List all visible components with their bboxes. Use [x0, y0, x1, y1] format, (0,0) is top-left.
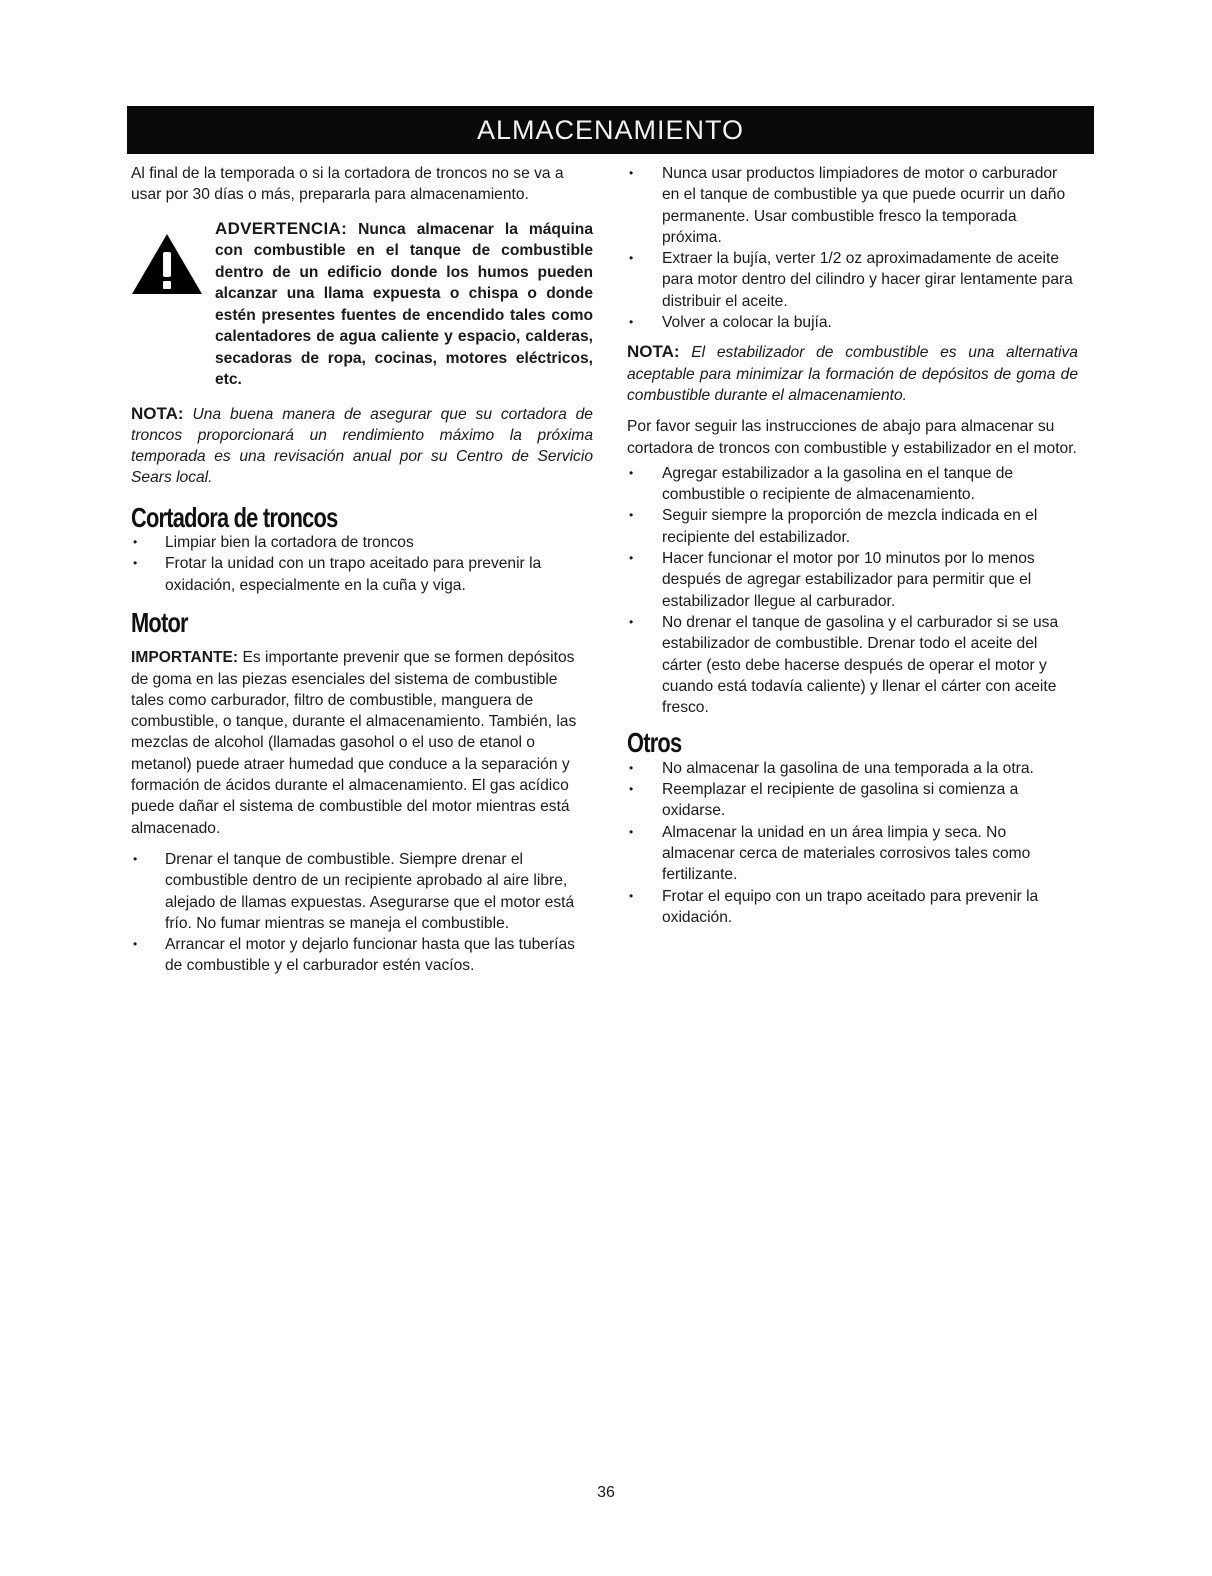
important-paragraph	[131, 647, 593, 839]
important-text: Es importante prevenir que se formen depósitos de goma en las piezas esenciales del sistema de combustible tales como carburador, filtro de combustible, manguera de combustible, o tanque, durante el almacenamiento. También, las mezclas de alcohol (llamadas gasohol o el uso de etanol o metanol) puede atraer humedad que conduce a la separación y formación de ácidos durante el almacenamiento. El gas acídico puede dañar el sistema de combustible del motor mientras está almacenado.	[131, 649, 577, 837]
list-item: • Volver a colocar la bujía.	[627, 312, 1078, 333]
section-banner	[127, 106, 1094, 154]
list-item: • Limpiar bien la cortadora de troncos	[131, 532, 593, 553]
intro-paragraph: Al final de la temporada o si la cortadora de troncos no se va a usar por 30 días o más, prepararla para almacenamiento.	[131, 165, 564, 204]
important-label: IMPORTANTE:	[131, 649, 239, 667]
list-item: • Nunca usar productos limpiadores de motor o carburador en el tanque de combustible ya que puede ocurrir un daño permanente. Usar combustible fresco la temporada próxima.	[627, 163, 1078, 248]
list-item: • No almacenar la gasolina de una temporada a la otra.	[627, 758, 1078, 779]
list-item: • Frotar el equipo con un trapo aceitado para prevenir la oxidación.	[627, 886, 1078, 929]
page-number: 36	[597, 1484, 615, 1501]
heading-cortadora: Cortadora de troncos	[131, 501, 338, 533]
right-column	[627, 163, 1078, 928]
note-label: NOTA:	[627, 342, 680, 362]
motor-list	[131, 849, 593, 977]
list-item: • Reemplazar el recipiente de gasolina si comienza a oxidarse.	[627, 779, 1078, 822]
warning-triangle-icon	[131, 232, 203, 296]
left-column	[131, 163, 593, 977]
note-paragraph	[131, 403, 593, 489]
motor-list-continued	[627, 163, 1078, 333]
note-label: NOTA:	[131, 403, 184, 423]
note-text: Una buena manera de asegurar que su cortadora de troncos proporcionará un rendimiento máximo la próxima temporada es una revisación anual por su Centro de Servicio Sears local.	[131, 405, 593, 487]
heading-motor: Motor	[131, 606, 188, 638]
list-item: • Almacenar la unidad en un área limpia y seca. No almacenar cerca de materiales corrosivos tales como fertilizante.	[627, 822, 1078, 886]
warning-label: ADVERTENCIA:	[215, 218, 348, 238]
stabilizer-list	[627, 463, 1078, 719]
list-item: • Hacer funcionar el motor por 10 minutos por lo menos después de agregar estabilizador para permitir que el estabilizador llegue al carburador.	[627, 548, 1078, 612]
list-item: • Arrancar el motor y dejarlo funcionar hasta que las tuberías de combustible y el carburador estén vacíos.	[131, 934, 593, 977]
stabilizer-note	[627, 341, 1078, 406]
list-item: • Drenar el tanque de combustible. Siempre drenar el combustible dentro de un recipiente aprobado al aire libre, alejado de llamas expuestas. Asegurarse que el motor está frío. No fumar mientras se maneja el combustible.	[131, 849, 593, 934]
list-item: • Agregar estabilizador a la gasolina en el tanque de combustible o recipiente de almacenamiento.	[627, 463, 1078, 506]
list-item: • Seguir siempre la proporción de mezcla indicada en el recipiente del estabilizador.	[627, 505, 1078, 548]
list-item: • Extraer la bujía, verter 1/2 oz aproximadamente de aceite para motor dentro del cilindro y hacer girar lentamente para distribuir el aceite.	[627, 248, 1078, 312]
warning-block	[131, 218, 593, 391]
instructions-paragraph: Por favor seguir las instrucciones de abajo para almacenar su cortadora de troncos con combustible y estabilizador en el motor.	[627, 418, 1077, 457]
heading-otros: Otros	[627, 727, 682, 759]
list-item: • No drenar el tanque de gasolina y el carburador si se usa estabilizador de combustible. Drenar todo el aceite del cárter (esto debe hacerse después de operar el motor y cuando está todavía caliente) y llenar el cárter con aceite fresco.	[627, 612, 1078, 718]
note-text: El estabilizador de combustible es una alternativa aceptable para minimizar la formación de depósitos de goma de combustible durante el almacenamiento.	[627, 344, 1078, 404]
warning-text: Nunca almacenar la máquina con combustible en el tanque de combustible dentro de un edificio donde los humos pueden alcanzar una llama expuesta o chispa o donde estén presentes fuentes de encendido tales como calentadores de agua caliente y espacio, calderas, secadoras de ropa, cocinas, motores eléctricos, etc.	[215, 220, 593, 389]
list-item: • Frotar la unidad con un trapo aceitado para prevenir la oxidación, especialmente en la cuña y viga.	[131, 553, 593, 596]
page-title: ALMACENAMIENTO	[476, 114, 745, 145]
cortadora-list	[131, 532, 593, 596]
otros-list	[627, 758, 1078, 928]
